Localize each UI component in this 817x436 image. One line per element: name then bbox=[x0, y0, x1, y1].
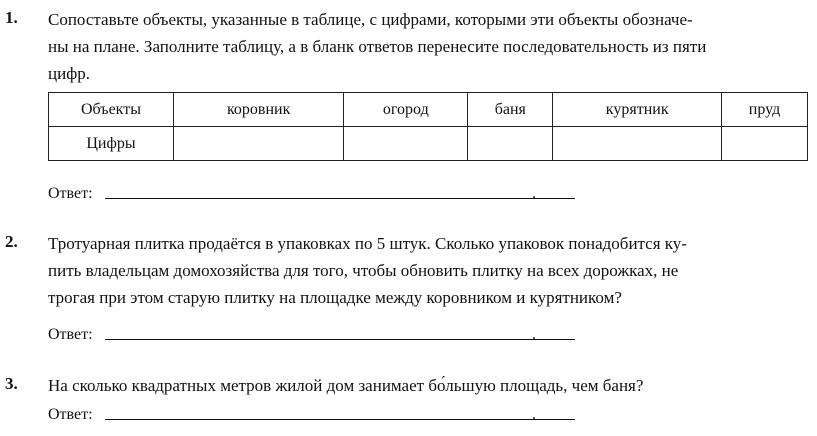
table-row-objects bbox=[49, 93, 808, 127]
table-row-digits bbox=[49, 127, 808, 161]
answer-3-period: . bbox=[532, 406, 536, 423]
table-object-cell: пруд bbox=[722, 93, 808, 127]
table-digit-cell[interactable] bbox=[174, 127, 344, 161]
table-digit-cell[interactable] bbox=[344, 127, 468, 161]
answer-2 bbox=[48, 325, 568, 345]
answer-1 bbox=[48, 184, 568, 204]
question-3-number: 3. bbox=[5, 374, 18, 393]
answer-3 bbox=[48, 405, 568, 425]
table-object-cell: курятник bbox=[553, 93, 722, 127]
question-1-line-1: Сопоставьте объекты, указанные в таблице, с цифрами, которыми эти объекты обозначе- bbox=[48, 10, 693, 29]
question-1-line-2: ны на плане. Заполните таблицу, а в бланк ответов перенесите последовательность из пяти bbox=[48, 37, 707, 56]
question-2-line-2: пить владельцам домохозяйства для того, чтобы обновить плитку на всех дорожках, не bbox=[48, 261, 679, 280]
question-3-text bbox=[48, 372, 808, 399]
table-digit-cell[interactable] bbox=[468, 127, 553, 161]
question-1-line-3: цифр. bbox=[48, 64, 90, 83]
table-digit-cell[interactable] bbox=[722, 127, 808, 161]
table-object-cell: баня bbox=[468, 93, 553, 127]
objects-table bbox=[48, 92, 808, 161]
answer-1-label: Ответ: bbox=[48, 185, 93, 202]
question-2-line-1: Тротуарная плитка продаётся в упаковках по 5 штук. Сколько упаковок понадобится ку- bbox=[48, 234, 687, 253]
table-header-digits: Цифры bbox=[49, 127, 174, 161]
answer-3-label: Ответ: bbox=[48, 406, 93, 423]
table-digit-cell[interactable] bbox=[553, 127, 722, 161]
table-object-cell: коровник bbox=[174, 93, 344, 127]
answer-1-period: . bbox=[532, 185, 536, 202]
answer-3-line[interactable] bbox=[105, 419, 575, 420]
answer-2-line[interactable] bbox=[105, 339, 575, 340]
answer-1-line[interactable] bbox=[105, 198, 575, 199]
answer-2-period: . bbox=[532, 326, 536, 343]
question-3-line-1: На сколько квадратных метров жилой дом занимает бо́льшую площадь, чем баня? bbox=[48, 376, 644, 395]
question-2-number: 2. bbox=[5, 232, 18, 251]
question-1-number: 1. bbox=[5, 8, 18, 27]
question-1-text bbox=[48, 6, 808, 87]
question-2-text bbox=[48, 230, 808, 311]
question-2-line-3: трогая при этом старую плитку на площадке между коровником и курятником? bbox=[48, 288, 622, 307]
table-object-cell: огород bbox=[344, 93, 468, 127]
answer-2-label: Ответ: bbox=[48, 326, 93, 343]
table-header-objects: Объекты bbox=[49, 93, 174, 127]
